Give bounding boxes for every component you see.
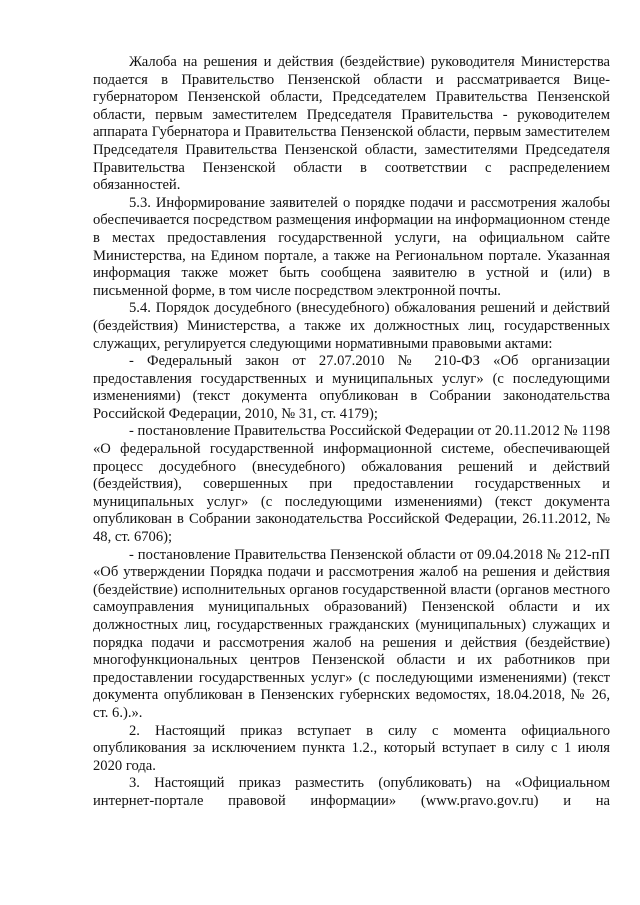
list-item-penza-resolution: - постановление Правительства Пензенской области от 09.04.2018 № 212-пП «Об утверждении Порядка подачи и рассмотрения жалоб на решения и действия (бездействие) исполнительных органов государственной власти (органов местного самоуправления муниципальных образований) Пензенской области и их должностных лиц, государственных гражданских (муниципальных) служащих и порядка подачи и рассмотрения жалоб на решения и действия (бездействие) многофункциональных центров Пензенской области и их работников при предоставлении государственных услуг» (с последующими изменениями) (текст документа опубликован в Пензенских губернских ведомостях, 18.04.2018, № 26, ст. 6.).». [93, 546, 610, 721]
list-item-government-resolution: - постановление Правительства Российской Федерации от 20.11.2012 № 1198 «О федеральной государственной информационной системе, обеспечивающей процесс досудебного (внесудебного) обжалования решений и действий (бездействия), совершенных при предоставлении государственных и муниципальных услуг» (с последующими изменениями) (текст документа опубликован в Собрании законодательства Российской Федерации, 26.11.2012, № 48, ст. 6706); [93, 423, 610, 546]
paragraph-5-4-appeal-procedure: 5.4. Порядок досудебного (внесудебного) обжалования решений и действий (бездействия) Министерства, а также их должностных лиц, государственных служащих, регулируется следующими нормативными правовыми актами: [93, 300, 610, 352]
paragraph-complaint-submission: Жалоба на решения и действия (бездействие) руководителя Министерства подается в Правительство Пензенской области и рассматривается Вице-губернатором Пензенской области, Председателем Правительства Пензенской области, первым заместителем Председателя Правительства - руководителем аппарата Губернатора и Правительства Пензенской области, первым заместителем Председателя Правительства Пензенской области, заместителями Председателя Правительства Пензенской области в соответствии с распределением обязанностей. [93, 54, 610, 194]
paragraph-item-3-publication: 3. Настоящий приказ разместить (опубликовать) на «Официальном интернет-портале правовой информации» (www.pravo.gov.ru) и на [93, 775, 610, 809]
list-item-federal-law: - Федеральный закон от 27.07.2010 № 210-ФЗ «Об организации предоставления государственных и муниципальных услуг» (с последующими изменениями) (текст документа опубликован в Собрании законодательства Российской Федерации, 2010, № 31, ст. 4179); [93, 353, 610, 422]
paragraph-item-2-entry-into-force: 2. Настоящий приказ вступает в силу с момента официального опубликования за исключением пункта 1.2., который вступает в силу с 1 июля 2020 года. [93, 722, 610, 774]
paragraph-5-3-informing-applicants: 5.3. Информирование заявителей о порядке подачи и рассмотрения жалобы обеспечивается посредством размещения информации на информационном стенде в местах предоставления государственной услуги, на официальном сайте Министерства, на Едином портале, а также на Региональном портале. Указанная информация также может быть сообщена заявителю в устной и (или) в письменной форме, в том числе посредством электронной почты. [93, 194, 610, 299]
